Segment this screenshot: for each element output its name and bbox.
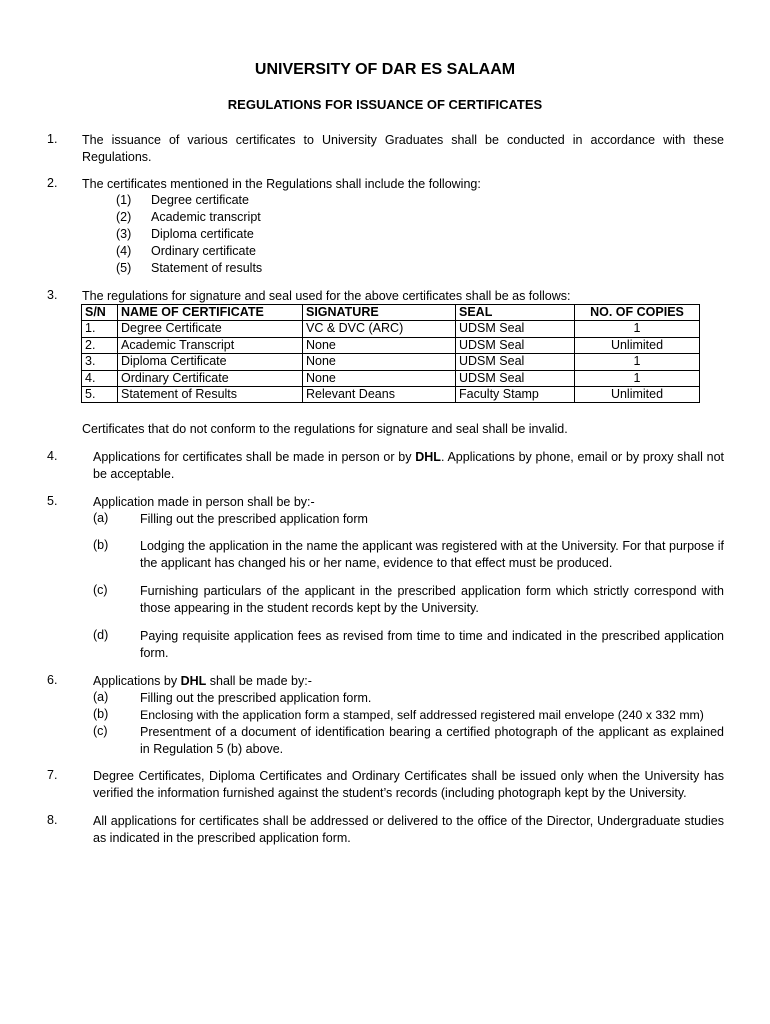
cell-seal: UDSM Seal <box>456 354 575 370</box>
cell-name: Ordinary Certificate <box>118 370 303 386</box>
cell-signature: None <box>303 354 456 370</box>
cell-copies: 1 <box>575 370 700 386</box>
cell-sn: 1. <box>82 321 118 337</box>
section-6-item-text: Filling out the prescribed application form. <box>140 691 372 705</box>
section-4-text-end: . Applications by phone, email or by proxy shall not be acceptable. <box>93 450 725 481</box>
section-1-number: 1. <box>47 132 58 146</box>
section-6-dhl: DHL <box>180 674 207 688</box>
cell-copies: Unlimited <box>575 387 700 403</box>
section-2-item-label: (5) <box>116 261 132 275</box>
section-8-text: All applications for certificates shall be addressed or delivered to the office of the Director, Undergraduate studies as indicated in the prescribed application form. <box>93 814 724 845</box>
section-6-intro <box>93 673 312 690</box>
section-5-intro: Application made in person shall be by:- <box>93 495 315 509</box>
section-6-item-label: (a) <box>93 690 109 704</box>
section-2-item-label: (4) <box>116 244 132 258</box>
section-2-item-text: Diploma certificate <box>151 227 254 241</box>
section-4-text <box>93 449 724 483</box>
section-6-intro-end: shall be made by:- <box>206 674 312 688</box>
section-6-item-label: (c) <box>93 724 108 738</box>
section-6-item-label: (b) <box>93 707 109 721</box>
section-7-number: 7. <box>47 768 58 782</box>
section-3-note: Certificates that do not conform to the regulations for signature and seal shall be invalid. <box>82 422 568 436</box>
cell-seal: UDSM Seal <box>456 337 575 353</box>
cell-sn: 5. <box>82 387 118 403</box>
cell-sn: 2. <box>82 337 118 353</box>
cell-copies: 1 <box>575 321 700 337</box>
section-3-number: 3. <box>47 288 58 302</box>
section-5-item-text: Lodging the application in the name the applicant was registered with at the University. For that purpose if the applicant has changed his or her name, evidence to that effect must be produced. <box>140 539 724 570</box>
header-signature: SIGNATURE <box>303 305 456 321</box>
section-4-dhl: DHL <box>415 450 441 464</box>
header-seal: SEAL <box>456 305 575 321</box>
section-5-item-text: Furnishing particulars of the applicant in the prescribed application form which strictly correspond with those appearing in the student records kept by the University. <box>140 584 724 615</box>
table-row <box>82 387 700 403</box>
cell-seal: UDSM Seal <box>456 321 575 337</box>
section-4-text-start: Applications for certificates shall be made in person or by <box>93 450 416 464</box>
section-2-item-label: (2) <box>116 210 132 224</box>
header-name: NAME OF CERTIFICATE <box>118 305 303 321</box>
cell-signature: None <box>303 337 456 353</box>
section-2-item-text: Academic transcript <box>151 210 261 224</box>
cell-name: Academic Transcript <box>118 337 303 353</box>
section-6-intro-start: Applications by <box>93 674 181 688</box>
cell-sn: 3. <box>82 354 118 370</box>
header-copies: NO. OF COPIES <box>575 305 700 321</box>
cell-signature: Relevant Deans <box>303 387 456 403</box>
section-2-item-text: Ordinary certificate <box>151 244 256 258</box>
section-2-number: 2. <box>47 176 58 190</box>
section-3-intro: The regulations for signature and seal used for the above certificates shall be as follows: <box>82 289 571 303</box>
section-2-item-text: Degree certificate <box>151 193 249 207</box>
section-6-item-text: Enclosing with the application form a stamped, self addressed registered mail envelope (240 x 332 mm) <box>140 708 704 722</box>
section-7-text: Degree Certificates, Diploma Certificates and Ordinary Certificates shall be issued only when the University has verified the information furnished against the student’s records (including photograph kept by the University. <box>93 769 724 800</box>
cell-sn: 4. <box>82 370 118 386</box>
cell-name: Statement of Results <box>118 387 303 403</box>
table-row <box>82 337 700 353</box>
header-sn: S/N <box>82 305 118 321</box>
cell-copies: 1 <box>575 354 700 370</box>
cell-signature: None <box>303 370 456 386</box>
section-2-item-label: (3) <box>116 227 132 241</box>
section-2-intro: The certificates mentioned in the Regulations shall include the following: <box>82 177 481 191</box>
cell-seal: Faculty Stamp <box>456 387 575 403</box>
section-5-item-text: Filling out the prescribed application form <box>140 512 368 526</box>
section-5-number: 5. <box>47 494 58 508</box>
section-8-number: 8. <box>47 813 58 827</box>
section-4-number: 4. <box>47 449 58 463</box>
section-2-item-text: Statement of results <box>151 261 263 275</box>
cell-copies: Unlimited <box>575 337 700 353</box>
section-5-item-label: (c) <box>93 583 108 597</box>
cell-name: Diploma Certificate <box>118 354 303 370</box>
section-1-text: The issuance of various certificates to University Graduates shall be conducted in accordance with these Regulations. <box>82 133 724 164</box>
signature-seal-table <box>81 304 700 403</box>
section-5-item-label: (a) <box>93 511 109 525</box>
section-5-item-label: (b) <box>93 538 109 552</box>
section-5-item-label: (d) <box>93 628 109 642</box>
table-row <box>82 370 700 386</box>
cell-signature: VC & DVC (ARC) <box>303 321 456 337</box>
table-header-row <box>82 305 700 321</box>
document-subtitle: REGULATIONS FOR ISSUANCE OF CERTIFICATES <box>227 97 543 112</box>
section-6-item-text: Presentment of a document of identification bearing a certified photograph of the applicant as explained in Regulation 5 (b) above. <box>140 725 724 756</box>
section-5-item-text: Paying requisite application fees as revised from time to time and indicated in the prescribed application form. <box>140 629 724 660</box>
table-row <box>82 354 700 370</box>
document-title: UNIVERSITY OF DAR ES SALAAM <box>254 61 516 78</box>
table-row <box>82 321 700 337</box>
section-2-item-label: (1) <box>116 193 132 207</box>
section-6-number: 6. <box>47 673 58 687</box>
cell-name: Degree Certificate <box>118 321 303 337</box>
cell-seal: UDSM Seal <box>456 370 575 386</box>
